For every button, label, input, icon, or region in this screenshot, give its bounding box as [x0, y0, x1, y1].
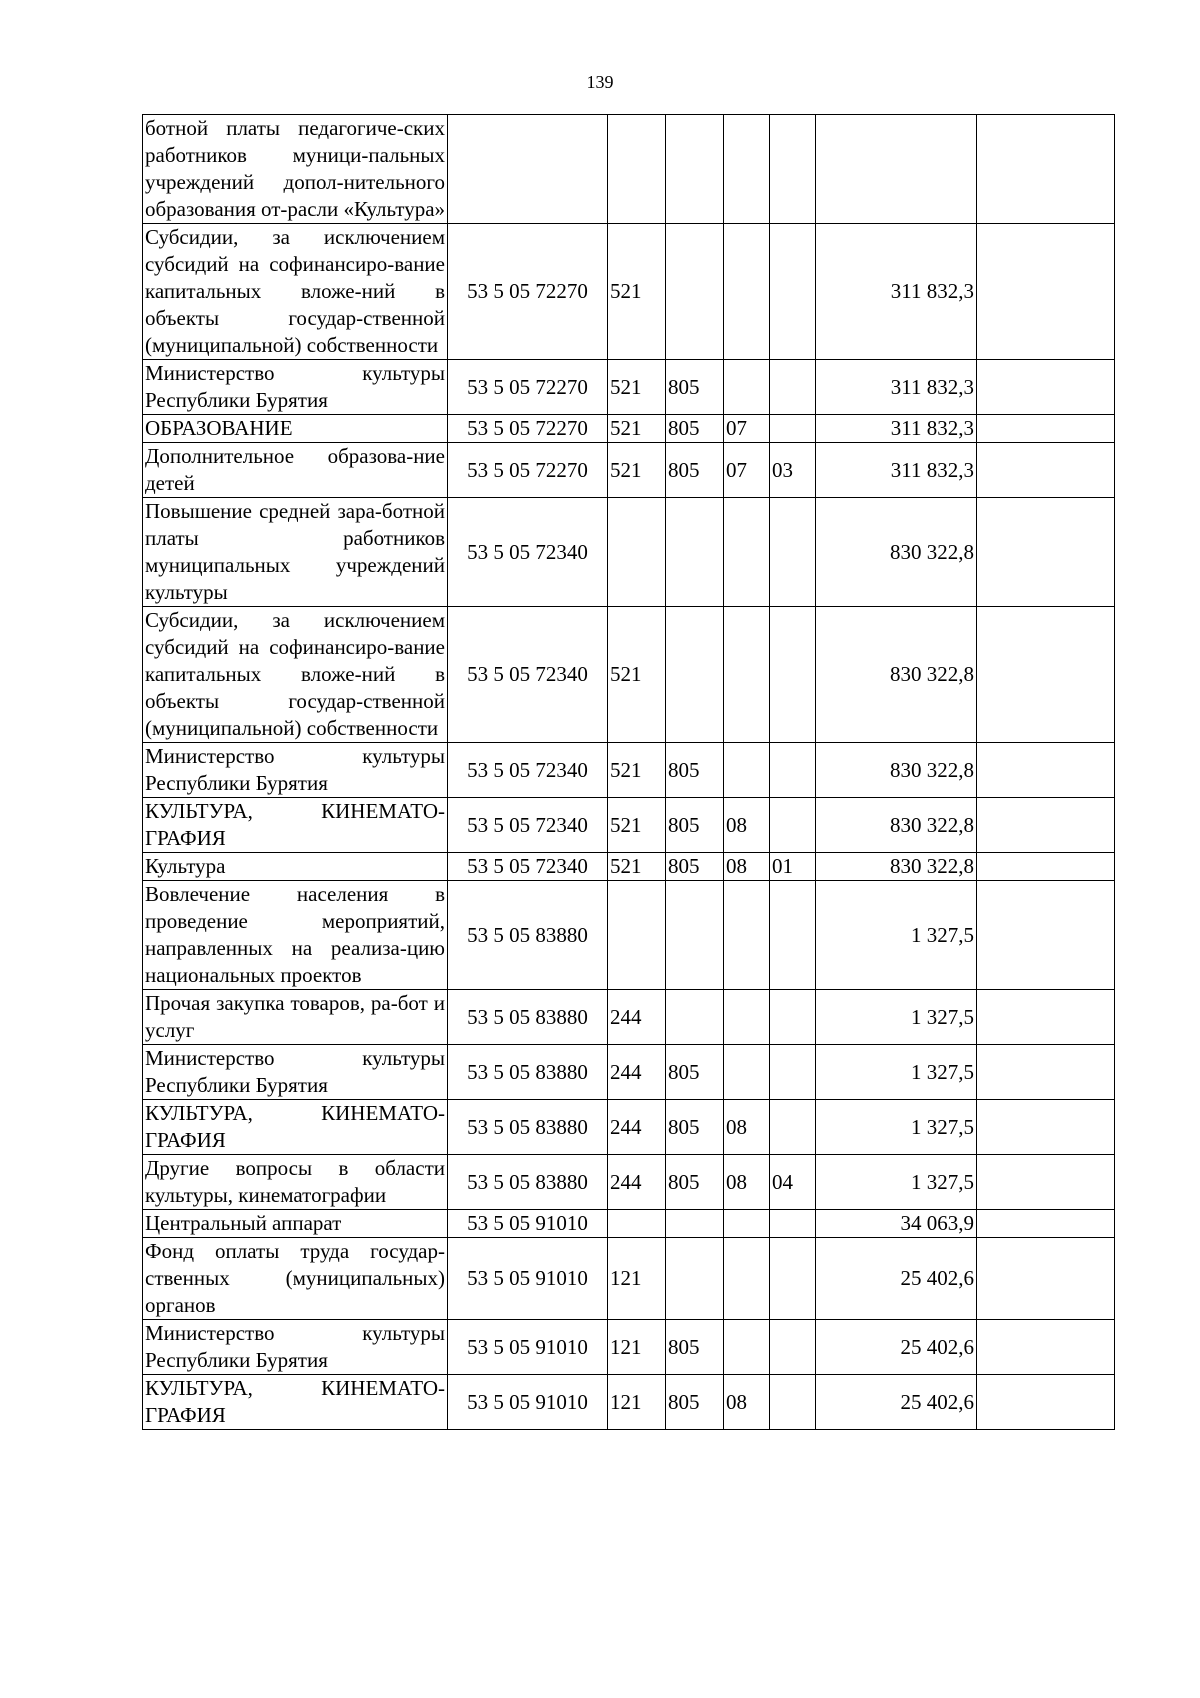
ministry-code-cell: 805	[666, 1045, 724, 1100]
row-name-cell: Министерство культуры Республики Бурятия	[143, 1320, 448, 1375]
amount-cell: 1 327,5	[816, 990, 977, 1045]
extra-cell	[977, 798, 1115, 853]
extra-cell	[977, 1320, 1115, 1375]
extra-cell	[977, 415, 1115, 443]
row-name-cell: Субсидии, за исключением субсидий на софинансиро-вание капитальных вложе-ний в объекты государ-ственной (муниципальной) собственности	[143, 224, 448, 360]
expense-type-cell: 244	[608, 1100, 666, 1155]
extra-cell	[977, 443, 1115, 498]
row-name-cell: ботной платы педагогиче-ских работников муници-пальных учреждений допол-нительного образования от-расли «Культура»	[143, 115, 448, 224]
amount-cell: 25 402,6	[816, 1375, 977, 1430]
expense-type-cell: 521	[608, 415, 666, 443]
subsection-cell	[770, 1375, 816, 1430]
section-cell	[724, 1238, 770, 1320]
extra-cell	[977, 1155, 1115, 1210]
table-row	[143, 990, 1115, 1045]
subsection-cell	[770, 415, 816, 443]
ministry-code-cell	[666, 498, 724, 607]
subsection-cell: 01	[770, 853, 816, 881]
amount-cell: 311 832,3	[816, 415, 977, 443]
target-code-cell: 53 5 05 83880	[448, 1155, 608, 1210]
section-cell: 08	[724, 1155, 770, 1210]
table-row	[143, 415, 1115, 443]
table-body	[143, 115, 1115, 1430]
expense-type-cell: 244	[608, 990, 666, 1045]
extra-cell	[977, 1210, 1115, 1238]
target-code-cell	[448, 115, 608, 224]
subsection-cell	[770, 224, 816, 360]
row-name-cell: Министерство культуры Республики Бурятия	[143, 743, 448, 798]
extra-cell	[977, 881, 1115, 990]
amount-cell: 830 322,8	[816, 498, 977, 607]
expense-type-cell: 244	[608, 1155, 666, 1210]
expense-type-cell	[608, 1210, 666, 1238]
ministry-code-cell: 805	[666, 743, 724, 798]
extra-cell	[977, 607, 1115, 743]
amount-cell: 830 322,8	[816, 607, 977, 743]
table-row	[143, 443, 1115, 498]
section-cell: 07	[724, 415, 770, 443]
extra-cell	[977, 115, 1115, 224]
row-name-cell: Вовлечение населения в проведение мероприятий, направленных на реализа-цию национальных проектов	[143, 881, 448, 990]
amount-cell: 311 832,3	[816, 360, 977, 415]
table-row	[143, 115, 1115, 224]
target-code-cell: 53 5 05 72270	[448, 415, 608, 443]
row-name-cell: Министерство культуры Республики Бурятия	[143, 360, 448, 415]
ministry-code-cell	[666, 881, 724, 990]
table-row	[143, 498, 1115, 607]
table-row	[143, 743, 1115, 798]
amount-cell: 1 327,5	[816, 1155, 977, 1210]
ministry-code-cell: 805	[666, 443, 724, 498]
expense-type-cell: 521	[608, 443, 666, 498]
extra-cell	[977, 853, 1115, 881]
expense-type-cell	[608, 881, 666, 990]
table-row	[143, 1100, 1115, 1155]
ministry-code-cell: 805	[666, 360, 724, 415]
subsection-cell	[770, 1100, 816, 1155]
row-name-cell: Субсидии, за исключением субсидий на софинансиро-вание капитальных вложе-ний в объекты государ-ственной (муниципальной) собственности	[143, 607, 448, 743]
section-cell	[724, 115, 770, 224]
expense-type-cell: 521	[608, 798, 666, 853]
table-row	[143, 798, 1115, 853]
row-name-cell: КУЛЬТУРА, КИНЕМАТО-ГРАФИЯ	[143, 1375, 448, 1430]
target-code-cell: 53 5 05 83880	[448, 1045, 608, 1100]
section-cell	[724, 1045, 770, 1100]
extra-cell	[977, 360, 1115, 415]
subsection-cell	[770, 1045, 816, 1100]
row-name-cell: Повышение средней зара-ботной платы работников муниципальных учреждений культуры	[143, 498, 448, 607]
table-row	[143, 1320, 1115, 1375]
section-cell	[724, 1320, 770, 1375]
expense-type-cell	[608, 115, 666, 224]
target-code-cell: 53 5 05 72270	[448, 360, 608, 415]
table-row	[143, 1375, 1115, 1430]
extra-cell	[977, 224, 1115, 360]
subsection-cell	[770, 360, 816, 415]
table-row	[143, 607, 1115, 743]
target-code-cell: 53 5 05 72340	[448, 853, 608, 881]
subsection-cell	[770, 498, 816, 607]
table-row	[143, 360, 1115, 415]
ministry-code-cell: 805	[666, 853, 724, 881]
row-name-cell: Фонд оплаты труда государ-ственных (муниципальных) органов	[143, 1238, 448, 1320]
section-cell	[724, 743, 770, 798]
amount-cell: 1 327,5	[816, 881, 977, 990]
extra-cell	[977, 743, 1115, 798]
expense-type-cell: 521	[608, 853, 666, 881]
section-cell	[724, 1210, 770, 1238]
table-row	[143, 853, 1115, 881]
target-code-cell: 53 5 05 72340	[448, 498, 608, 607]
ministry-code-cell: 805	[666, 415, 724, 443]
target-code-cell: 53 5 05 91010	[448, 1375, 608, 1430]
ministry-code-cell: 805	[666, 1155, 724, 1210]
target-code-cell: 53 5 05 83880	[448, 881, 608, 990]
target-code-cell: 53 5 05 72270	[448, 224, 608, 360]
row-name-cell: ОБРАЗОВАНИЕ	[143, 415, 448, 443]
table-row	[143, 1155, 1115, 1210]
target-code-cell: 53 5 05 91010	[448, 1210, 608, 1238]
subsection-cell	[770, 607, 816, 743]
expense-type-cell: 121	[608, 1375, 666, 1430]
extra-cell	[977, 990, 1115, 1045]
expense-type-cell: 521	[608, 224, 666, 360]
target-code-cell: 53 5 05 72340	[448, 798, 608, 853]
row-name-cell: КУЛЬТУРА, КИНЕМАТО-ГРАФИЯ	[143, 1100, 448, 1155]
page-number: 139	[586, 72, 614, 92]
section-cell: 08	[724, 1375, 770, 1430]
expense-type-cell: 244	[608, 1045, 666, 1100]
section-cell	[724, 990, 770, 1045]
amount-cell: 25 402,6	[816, 1320, 977, 1375]
amount-cell: 830 322,8	[816, 798, 977, 853]
amount-cell: 1 327,5	[816, 1045, 977, 1100]
row-name-cell: Культура	[143, 853, 448, 881]
row-name-cell: Министерство культуры Республики Бурятия	[143, 1045, 448, 1100]
ministry-code-cell: 805	[666, 1320, 724, 1375]
subsection-cell: 04	[770, 1155, 816, 1210]
row-name-cell: КУЛЬТУРА, КИНЕМАТО-ГРАФИЯ	[143, 798, 448, 853]
subsection-cell	[770, 990, 816, 1045]
ministry-code-cell	[666, 115, 724, 224]
table-row	[143, 881, 1115, 990]
amount-cell: 1 327,5	[816, 1100, 977, 1155]
subsection-cell	[770, 1238, 816, 1320]
extra-cell	[977, 1045, 1115, 1100]
amount-cell: 34 063,9	[816, 1210, 977, 1238]
target-code-cell: 53 5 05 83880	[448, 990, 608, 1045]
extra-cell	[977, 498, 1115, 607]
subsection-cell	[770, 743, 816, 798]
subsection-cell: 03	[770, 443, 816, 498]
target-code-cell: 53 5 05 83880	[448, 1100, 608, 1155]
row-name-cell: Дополнительное образова-ние детей	[143, 443, 448, 498]
expense-type-cell: 121	[608, 1238, 666, 1320]
ministry-code-cell: 805	[666, 1100, 724, 1155]
ministry-code-cell	[666, 1238, 724, 1320]
table-row	[143, 1045, 1115, 1100]
ministry-code-cell	[666, 990, 724, 1045]
ministry-code-cell	[666, 607, 724, 743]
target-code-cell: 53 5 05 72340	[448, 743, 608, 798]
ministry-code-cell: 805	[666, 798, 724, 853]
target-code-cell: 53 5 05 91010	[448, 1320, 608, 1375]
table-row	[143, 224, 1115, 360]
table-row	[143, 1238, 1115, 1320]
section-cell: 08	[724, 853, 770, 881]
subsection-cell	[770, 881, 816, 990]
ministry-code-cell	[666, 1210, 724, 1238]
expense-type-cell: 121	[608, 1320, 666, 1375]
amount-cell: 311 832,3	[816, 443, 977, 498]
amount-cell: 830 322,8	[816, 743, 977, 798]
target-code-cell: 53 5 05 91010	[448, 1238, 608, 1320]
extra-cell	[977, 1238, 1115, 1320]
section-cell: 07	[724, 443, 770, 498]
section-cell: 08	[724, 1100, 770, 1155]
target-code-cell: 53 5 05 72340	[448, 607, 608, 743]
extra-cell	[977, 1100, 1115, 1155]
expense-type-cell: 521	[608, 360, 666, 415]
row-name-cell: Прочая закупка товаров, ра-бот и услуг	[143, 990, 448, 1045]
subsection-cell	[770, 115, 816, 224]
section-cell	[724, 498, 770, 607]
ministry-code-cell: 805	[666, 1375, 724, 1430]
expense-type-cell: 521	[608, 607, 666, 743]
row-name-cell: Центральный аппарат	[143, 1210, 448, 1238]
subsection-cell	[770, 1210, 816, 1238]
section-cell	[724, 360, 770, 415]
section-cell: 08	[724, 798, 770, 853]
amount-cell: 25 402,6	[816, 1238, 977, 1320]
target-code-cell: 53 5 05 72270	[448, 443, 608, 498]
budget-table	[142, 114, 1115, 1430]
section-cell	[724, 224, 770, 360]
subsection-cell	[770, 1320, 816, 1375]
subsection-cell	[770, 798, 816, 853]
amount-cell: 311 832,3	[816, 224, 977, 360]
amount-cell: 830 322,8	[816, 853, 977, 881]
row-name-cell: Другие вопросы в области культуры, кинематографии	[143, 1155, 448, 1210]
table-row	[143, 1210, 1115, 1238]
section-cell	[724, 881, 770, 990]
section-cell	[724, 607, 770, 743]
expense-type-cell	[608, 498, 666, 607]
extra-cell	[977, 1375, 1115, 1430]
amount-cell	[816, 115, 977, 224]
expense-type-cell: 521	[608, 743, 666, 798]
ministry-code-cell	[666, 224, 724, 360]
